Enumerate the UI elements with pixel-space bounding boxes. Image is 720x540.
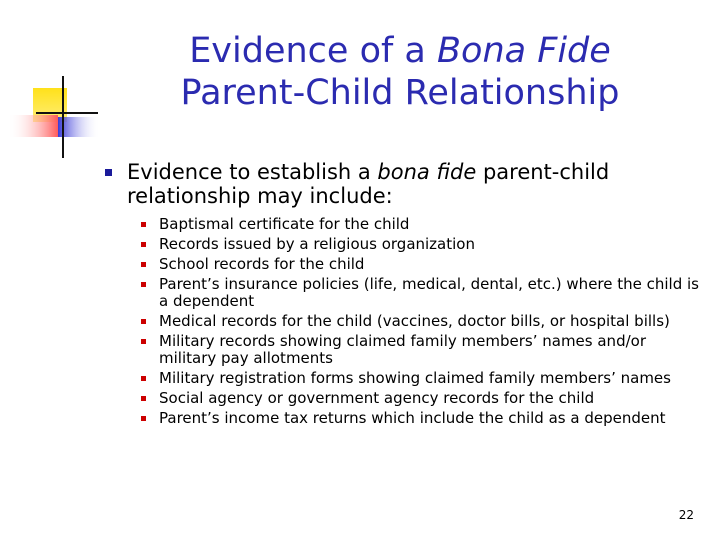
sub-bullet-marker [141,376,146,381]
sub-bullet-marker [141,416,146,421]
slide-title [120,30,680,114]
list-item: Social agency or government agency records for the child [140,390,700,407]
deco-horizontal-line [36,112,98,114]
sub-bullet-list [140,216,700,430]
sub-bullet-marker [141,396,146,401]
list-item: Military registration forms showing claimed family members’ names [140,370,700,387]
deco-vertical-line [62,76,64,158]
list-item: Parent’s insurance policies (life, medical, dental, etc.) where the child is a dependent [140,276,700,310]
sub-bullet-marker [141,242,146,247]
decorative-corner-graphic [0,70,110,170]
list-item: School records for the child [140,256,700,273]
sub-bullet-marker [141,282,146,287]
title-italic: Bona Fide [437,31,611,71]
page-number: 22 [678,508,694,522]
title-line-1 [120,30,680,72]
list-item: Medical records for the child (vaccines, doctor bills, or hospital bills) [140,313,700,330]
title-line-2: Parent-Child Relationship [180,73,620,113]
sub-bullet-marker [141,222,146,227]
deco-red-bar [8,115,58,137]
sub-bullet-marker [141,262,146,267]
main-bullet-text: Evidence to establish a bona fide parent-child relationship may include: [127,160,610,208]
list-item: Military records showing claimed family members’ names and/or military pay allotments [140,333,700,367]
sub-bullet-marker [141,319,146,324]
main-bullet-marker [105,169,112,176]
title-prefix: Evidence of a [189,31,438,71]
sub-bullet-marker [141,339,146,344]
list-item: Baptismal certificate for the child [140,216,700,233]
main-bullet [105,160,695,208]
deco-blue-bar [58,117,100,137]
list-item: Parent’s income tax returns which include the child as a dependent [140,410,700,427]
list-item: Records issued by a religious organization [140,236,700,253]
